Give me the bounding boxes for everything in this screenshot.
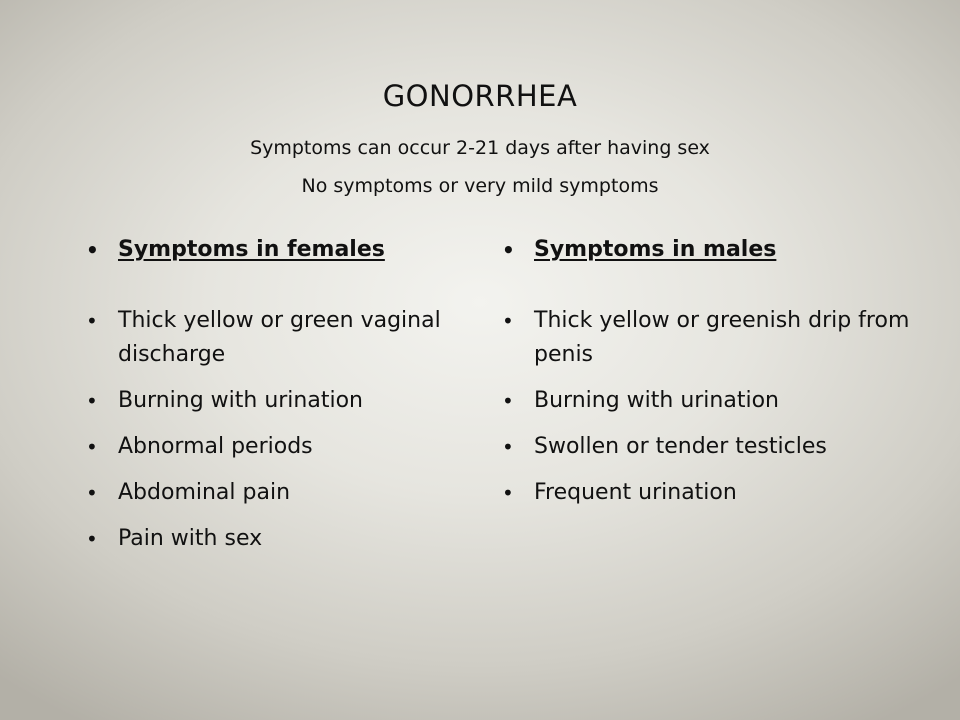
female-symptoms-heading bbox=[86, 233, 466, 267]
female-symptoms-list bbox=[86, 233, 466, 568]
list-item-label: Burning with urination bbox=[118, 388, 363, 413]
list-item-label: Swollen or tender testicles bbox=[534, 434, 827, 459]
list-item bbox=[502, 384, 912, 418]
male-symptoms-list bbox=[502, 233, 912, 522]
list-item-label: Pain with sex bbox=[118, 526, 263, 551]
subtitle-severity: No symptoms or very mild symptoms bbox=[301, 175, 659, 197]
bullet-icon: • bbox=[86, 435, 98, 459]
subtitle-onset: Symptoms can occur 2-21 days after having sex bbox=[250, 137, 710, 159]
bullet-icon: • bbox=[86, 389, 98, 413]
list-item-label: Thick yellow or green vaginal discharge bbox=[118, 308, 441, 367]
female-symptoms-heading-label: Symptoms in females bbox=[118, 237, 385, 262]
list-item-label: Burning with urination bbox=[534, 388, 779, 413]
bullet-icon: • bbox=[86, 527, 98, 551]
list-item bbox=[86, 304, 466, 372]
bullet-icon: • bbox=[86, 309, 98, 333]
list-item-label: Abdominal pain bbox=[118, 480, 291, 505]
list-item-label: Abnormal periods bbox=[118, 434, 313, 459]
list-item bbox=[502, 476, 912, 510]
list-item bbox=[86, 430, 466, 464]
bullet-icon: • bbox=[502, 435, 514, 459]
bullet-icon: • bbox=[86, 238, 99, 262]
bullet-icon: • bbox=[502, 238, 515, 262]
list-item bbox=[86, 522, 466, 556]
list-item bbox=[86, 384, 466, 418]
bullet-icon: • bbox=[86, 481, 98, 505]
list-item bbox=[502, 430, 912, 464]
bullet-icon: • bbox=[502, 481, 514, 505]
male-symptoms-heading-label: Symptoms in males bbox=[534, 237, 777, 262]
male-symptoms-heading bbox=[502, 233, 912, 267]
bullet-icon: • bbox=[502, 309, 514, 333]
list-item bbox=[86, 476, 466, 510]
slide-title: GONORRHEA bbox=[382, 79, 578, 113]
list-item bbox=[502, 304, 912, 372]
list-item-label: Frequent urination bbox=[534, 480, 737, 505]
bullet-icon: • bbox=[502, 389, 514, 413]
list-item-label: Thick yellow or greenish drip from penis bbox=[534, 308, 910, 367]
